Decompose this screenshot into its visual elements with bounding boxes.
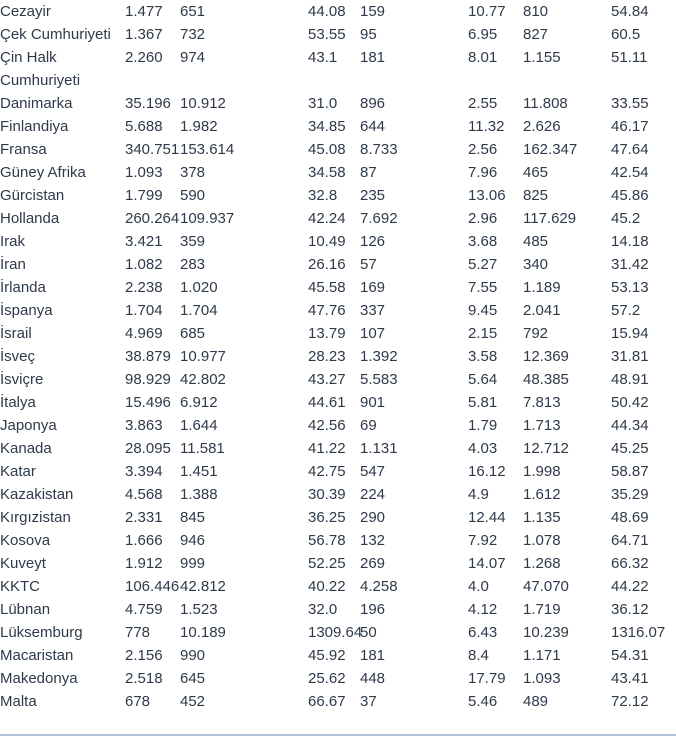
value-cell: 269 — [360, 555, 386, 572]
value-cell: 36.25 — [308, 509, 346, 526]
value-cell: 44.61 — [308, 394, 346, 411]
value-cell: 31.81 — [611, 348, 649, 365]
table-row — [0, 391, 676, 414]
value-cell: 10.189 — [180, 624, 226, 641]
value-cell: 48.91 — [611, 371, 649, 388]
value-cell: 57 — [360, 256, 377, 273]
value-cell: 2.56 — [468, 141, 498, 158]
table-row — [0, 368, 676, 391]
value-cell: 36.12 — [611, 601, 649, 618]
table-row — [0, 322, 676, 345]
country-name-cell: Cezayir — [0, 3, 51, 20]
value-cell: 4.0 — [468, 578, 489, 595]
value-cell: 6.912 — [180, 394, 218, 411]
value-cell: 990 — [180, 647, 206, 664]
value-cell: 153.614 — [180, 141, 235, 158]
value-cell: 43.27 — [308, 371, 346, 388]
value-cell: 109.937 — [180, 210, 235, 227]
value-cell: 16.12 — [468, 463, 506, 480]
value-cell: 1.082 — [125, 256, 163, 273]
table-row — [0, 0, 676, 23]
value-cell: 974 — [180, 49, 206, 66]
value-cell: 465 — [523, 164, 549, 181]
value-cell: 117.629 — [523, 210, 577, 227]
value-cell: 162.347 — [523, 141, 578, 158]
value-cell: 32.8 — [308, 187, 338, 204]
value-cell: 1.998 — [523, 463, 561, 480]
value-cell: 37 — [360, 693, 377, 710]
value-cell: 6.43 — [468, 624, 498, 641]
value-cell: 547 — [360, 463, 386, 480]
value-cell: 1.704 — [125, 302, 163, 319]
value-cell: 5.81 — [468, 394, 498, 411]
table-row — [0, 667, 676, 690]
value-cell: 1.093 — [523, 670, 561, 687]
value-cell: 72.12 — [611, 693, 649, 710]
value-cell: 485 — [523, 233, 549, 250]
value-cell: 1.644 — [180, 417, 218, 434]
value-cell: 13.79 — [308, 325, 346, 342]
value-cell: 44.34 — [611, 417, 649, 434]
value-cell: 827 — [523, 26, 549, 43]
table-row — [0, 506, 676, 529]
value-cell: 1.078 — [523, 532, 561, 549]
value-cell: 98.929 — [125, 371, 171, 388]
country-name-cell: KKTC — [0, 578, 41, 595]
value-cell: 5.46 — [468, 693, 498, 710]
value-cell: 340.751 — [125, 141, 180, 158]
value-cell: 66.67 — [308, 693, 346, 710]
value-cell: 685 — [180, 325, 206, 342]
value-cell: 46.17 — [611, 118, 649, 135]
value-cell: 34.58 — [308, 164, 346, 181]
country-name-cell: Macaristan — [0, 647, 74, 664]
value-cell: 2.55 — [468, 95, 498, 112]
country-name-cell: Japonya — [0, 417, 57, 434]
value-cell: 44.08 — [308, 3, 346, 20]
value-cell: 1.477 — [125, 3, 163, 20]
value-cell: 1316.07 — [611, 624, 666, 641]
value-cell: 4.9 — [468, 486, 489, 503]
value-cell: 10.77 — [468, 3, 506, 20]
country-name-cell: Kuveyt — [0, 555, 46, 572]
value-cell: 34.85 — [308, 118, 346, 135]
table-row — [0, 529, 676, 552]
value-cell: 678 — [125, 693, 151, 710]
value-cell: 31.0 — [308, 95, 338, 112]
value-cell: 42.56 — [308, 417, 346, 434]
value-cell: 14.18 — [611, 233, 649, 250]
table-row — [0, 230, 676, 253]
country-name-cell: İsviçre — [0, 371, 44, 388]
value-cell: 340 — [523, 256, 549, 273]
value-cell: 1.982 — [180, 118, 218, 135]
table-row — [0, 690, 676, 713]
value-cell: 25.62 — [308, 670, 346, 687]
table-row — [0, 437, 676, 460]
country-name-cell: Danimarka — [0, 95, 73, 112]
value-cell: 224 — [360, 486, 386, 503]
value-cell: 1.713 — [523, 417, 561, 434]
table-row — [0, 92, 676, 115]
value-cell: 1.135 — [523, 509, 561, 526]
table-row — [0, 598, 676, 621]
value-cell: 26.16 — [308, 256, 346, 273]
value-cell: 159 — [360, 3, 386, 20]
value-cell: 359 — [180, 233, 206, 250]
value-cell: 645 — [180, 670, 206, 687]
value-cell: 8.733 — [360, 141, 398, 158]
value-cell: 60.5 — [611, 26, 641, 43]
country-name-cell: İtalya — [0, 394, 36, 411]
value-cell: 47.64 — [611, 141, 649, 158]
value-cell: 31.42 — [611, 256, 649, 273]
table-row — [0, 46, 676, 92]
value-cell: 45.08 — [308, 141, 346, 158]
country-name-cell: İspanya — [0, 302, 53, 319]
table-row — [0, 552, 676, 575]
table-row — [0, 483, 676, 506]
value-cell: 48.385 — [523, 371, 569, 388]
value-cell: 17.79 — [468, 670, 506, 687]
country-name-cell: İrlanda — [0, 279, 46, 296]
value-cell: 11.581 — [180, 440, 225, 457]
country-name-cell: Güney Afrika — [0, 164, 86, 181]
table-row — [0, 460, 676, 483]
value-cell: 2.260 — [125, 49, 163, 66]
value-cell: 69 — [360, 417, 377, 434]
value-cell: 1.020 — [180, 279, 218, 296]
value-cell: 3.863 — [125, 417, 163, 434]
value-cell: 235 — [360, 187, 386, 204]
value-cell: 1.719 — [523, 601, 561, 618]
value-cell: 2.331 — [125, 509, 163, 526]
value-cell: 4.568 — [125, 486, 163, 503]
value-cell: 2.15 — [468, 325, 498, 342]
value-cell: 169 — [360, 279, 386, 296]
value-cell: 28.095 — [125, 440, 171, 457]
value-cell: 448 — [360, 670, 386, 687]
value-cell: 12.369 — [523, 348, 569, 365]
value-cell: 3.421 — [125, 233, 163, 250]
value-cell: 825 — [523, 187, 549, 204]
value-cell: 946 — [180, 532, 206, 549]
value-cell: 42.75 — [308, 463, 346, 480]
country-name-cell: Malta — [0, 693, 37, 710]
country-name-cell: Kazakistan — [0, 486, 74, 503]
value-cell: 10.49 — [308, 233, 346, 250]
country-name-cell: Irak — [0, 233, 26, 250]
value-cell: 732 — [180, 26, 206, 43]
value-cell: 5.688 — [125, 118, 163, 135]
table-row — [0, 115, 676, 138]
value-cell: 1.666 — [125, 532, 163, 549]
value-cell: 50 — [360, 624, 377, 641]
value-cell: 32.0 — [308, 601, 338, 618]
country-name-cell: Çin Halk Cumhuriyeti — [0, 49, 81, 89]
value-cell: 1.523 — [180, 601, 218, 618]
value-cell: 2.518 — [125, 670, 163, 687]
country-name-cell: İsveç — [0, 348, 36, 365]
value-cell: 5.64 — [468, 371, 498, 388]
value-cell: 9.45 — [468, 302, 498, 319]
value-cell: 14.07 — [468, 555, 506, 572]
table-row — [0, 299, 676, 322]
value-cell: 57.2 — [611, 302, 641, 319]
value-cell: 38.879 — [125, 348, 171, 365]
value-cell: 42.812 — [180, 578, 226, 595]
value-cell: 5.583 — [360, 371, 398, 388]
value-cell: 2.626 — [523, 118, 561, 135]
value-cell: 30.39 — [308, 486, 346, 503]
country-name-cell: Finlandiya — [0, 118, 69, 135]
value-cell: 1.268 — [523, 555, 561, 572]
value-cell: 56.78 — [308, 532, 346, 549]
value-cell: 43.41 — [611, 670, 649, 687]
value-cell: 4.12 — [468, 601, 498, 618]
value-cell: 11.808 — [523, 95, 568, 112]
value-cell: 15.496 — [125, 394, 171, 411]
value-cell: 35.196 — [125, 95, 171, 112]
value-cell: 1.388 — [180, 486, 218, 503]
table-row — [0, 414, 676, 437]
country-name-cell: Kırgızistan — [0, 509, 71, 526]
table-row — [0, 621, 676, 644]
value-cell: 3.58 — [468, 348, 498, 365]
table-row — [0, 253, 676, 276]
value-cell: 290 — [360, 509, 386, 526]
value-cell: 8.4 — [468, 647, 489, 664]
value-cell: 50.42 — [611, 394, 649, 411]
value-cell: 87 — [360, 164, 377, 181]
value-cell: 15.94 — [611, 325, 649, 342]
value-cell: 1.79 — [468, 417, 498, 434]
value-cell: 10.912 — [180, 95, 226, 112]
value-cell: 12.712 — [523, 440, 569, 457]
country-name-cell: Hollanda — [0, 210, 60, 227]
value-cell: 51.11 — [611, 49, 648, 66]
value-cell: 1.131 — [360, 440, 398, 457]
value-cell: 590 — [180, 187, 206, 204]
value-cell: 54.84 — [611, 3, 649, 20]
value-cell: 33.55 — [611, 95, 649, 112]
value-cell: 42.802 — [180, 371, 226, 388]
country-name-cell: Kosova — [0, 532, 51, 549]
value-cell: 1.704 — [180, 302, 218, 319]
value-cell: 41.22 — [308, 440, 346, 457]
value-cell: 11.32 — [468, 118, 505, 135]
value-cell: 1.912 — [125, 555, 163, 572]
value-cell: 1.799 — [125, 187, 163, 204]
value-cell: 1.155 — [523, 49, 561, 66]
value-cell: 8.01 — [468, 49, 498, 66]
value-cell: 845 — [180, 509, 206, 526]
value-cell: 47.76 — [308, 302, 346, 319]
value-cell: 1.451 — [180, 463, 218, 480]
value-cell: 47.070 — [523, 578, 569, 595]
table-row — [0, 276, 676, 299]
table-row — [0, 575, 676, 598]
value-cell: 106.446 — [125, 578, 180, 595]
table-row — [0, 644, 676, 667]
value-cell: 1.367 — [125, 26, 163, 43]
value-cell: 10.239 — [523, 624, 569, 641]
value-cell: 3.394 — [125, 463, 163, 480]
table-row — [0, 23, 676, 46]
value-cell: 45.2 — [611, 210, 641, 227]
value-cell: 5.27 — [468, 256, 498, 273]
value-cell: 7.692 — [360, 210, 398, 227]
value-cell: 7.92 — [468, 532, 498, 549]
value-cell: 45.86 — [611, 187, 649, 204]
value-cell: 6.95 — [468, 26, 498, 43]
value-cell: 181 — [360, 647, 386, 664]
value-cell: 260.264 — [125, 210, 180, 227]
value-cell: 196 — [360, 601, 386, 618]
value-cell: 132 — [360, 532, 386, 549]
value-cell: 3.68 — [468, 233, 498, 250]
value-cell: 40.22 — [308, 578, 346, 595]
value-cell: 44.22 — [611, 578, 649, 595]
value-cell: 4.969 — [125, 325, 163, 342]
value-cell: 45.92 — [308, 647, 346, 664]
value-cell: 452 — [180, 693, 206, 710]
value-cell: 54.31 — [611, 647, 649, 664]
value-cell: 1.612 — [523, 486, 561, 503]
value-cell: 64.71 — [611, 532, 649, 549]
table-row — [0, 184, 676, 207]
value-cell: 58.87 — [611, 463, 649, 480]
value-cell: 1.093 — [125, 164, 163, 181]
country-name-cell: Katar — [0, 463, 36, 480]
value-cell: 181 — [360, 49, 386, 66]
value-cell: 489 — [523, 693, 549, 710]
value-cell: 4.759 — [125, 601, 163, 618]
value-cell: 378 — [180, 164, 206, 181]
value-cell: 107 — [360, 325, 386, 342]
value-cell: 901 — [360, 394, 386, 411]
value-cell: 644 — [360, 118, 386, 135]
value-cell: 2.041 — [523, 302, 561, 319]
value-cell: 283 — [180, 256, 206, 273]
value-cell: 126 — [360, 233, 386, 250]
country-name-cell: Çek Cumhuriyeti — [0, 26, 111, 43]
value-cell: 45.58 — [308, 279, 346, 296]
country-name-cell: Lübnan — [0, 601, 51, 618]
value-cell: 896 — [360, 95, 386, 112]
value-cell: 12.44 — [468, 509, 506, 526]
value-cell: 1.171 — [523, 647, 561, 664]
value-cell: 778 — [125, 624, 151, 641]
value-cell: 13.06 — [468, 187, 506, 204]
value-cell: 53.55 — [308, 26, 346, 43]
value-cell: 4.258 — [360, 578, 398, 595]
table-row — [0, 161, 676, 184]
value-cell: 95 — [360, 26, 377, 43]
value-cell: 2.96 — [468, 210, 498, 227]
table-row — [0, 138, 676, 161]
value-cell: 1309.64 — [308, 624, 363, 641]
value-cell: 43.1 — [308, 49, 338, 66]
table-row — [0, 345, 676, 368]
value-cell: 28.23 — [308, 348, 346, 365]
value-cell: 792 — [523, 325, 549, 342]
value-cell: 42.54 — [611, 164, 649, 181]
value-cell: 1.392 — [360, 348, 398, 365]
value-cell: 48.69 — [611, 509, 649, 526]
country-name-cell: Fransa — [0, 141, 47, 158]
value-cell: 35.29 — [611, 486, 649, 503]
country-name-cell: Makedonya — [0, 670, 78, 687]
value-cell: 2.156 — [125, 647, 163, 664]
value-cell: 7.96 — [468, 164, 498, 181]
country-name-cell: İsrail — [0, 325, 32, 342]
value-cell: 2.238 — [125, 279, 163, 296]
value-cell: 52.25 — [308, 555, 346, 572]
value-cell: 337 — [360, 302, 386, 319]
table-row — [0, 207, 676, 230]
value-cell: 45.25 — [611, 440, 649, 457]
country-name-cell: Kanada — [0, 440, 52, 457]
value-cell: 7.55 — [468, 279, 498, 296]
value-cell: 53.13 — [611, 279, 649, 296]
value-cell: 810 — [523, 3, 549, 20]
value-cell: 1.189 — [523, 279, 561, 296]
value-cell: 42.24 — [308, 210, 346, 227]
value-cell: 66.32 — [611, 555, 649, 572]
country-name-cell: Lüksemburg — [0, 624, 83, 641]
value-cell: 10.977 — [180, 348, 226, 365]
value-cell: 7.813 — [523, 394, 561, 411]
value-cell: 4.03 — [468, 440, 498, 457]
value-cell: 651 — [180, 3, 206, 20]
value-cell: 999 — [180, 555, 206, 572]
country-name-cell: Gürcistan — [0, 187, 65, 204]
country-name-cell: İran — [0, 256, 26, 273]
